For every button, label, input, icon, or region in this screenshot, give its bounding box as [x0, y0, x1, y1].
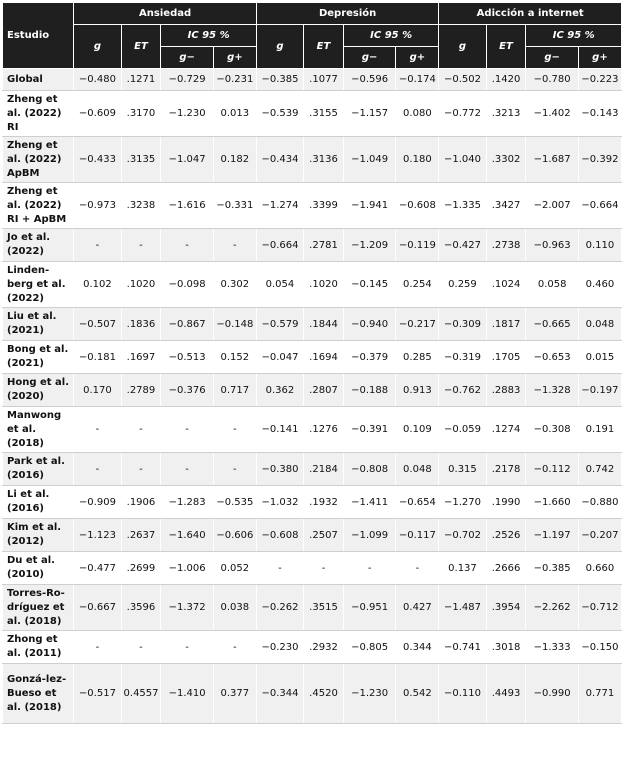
value-cell: −0.047	[256, 341, 303, 374]
value-cell: .3302	[486, 137, 526, 183]
value-cell: -	[161, 407, 213, 453]
value-cell: −0.112	[526, 453, 578, 486]
value-cell: -	[161, 453, 213, 486]
value-cell: −0.143	[578, 91, 621, 137]
table-row	[3, 585, 622, 631]
header-g-plus: g+	[213, 47, 256, 69]
value-cell: −0.376	[161, 374, 213, 407]
value-cell: −1.230	[161, 91, 213, 137]
value-cell: −0.207	[578, 519, 621, 552]
study-name-cell: Zheng et al. (2022) ApBM	[3, 137, 74, 183]
value-cell: −0.909	[74, 486, 121, 519]
value-cell: 0.048	[396, 453, 439, 486]
study-name-cell: Hong et al. (2020)	[3, 374, 74, 407]
value-cell: −0.385	[526, 552, 578, 585]
header-ic-label: IC 95 %	[370, 30, 413, 41]
value-cell: −0.513	[161, 341, 213, 374]
value-cell: -	[256, 552, 303, 585]
header-g-minus: g−	[161, 47, 213, 69]
value-cell: −1.402	[526, 91, 578, 137]
value-cell: 0.344	[396, 631, 439, 664]
study-name-cell: Gonzá-lez-Bueso et al. (2018)	[3, 664, 74, 724]
table-row	[3, 229, 622, 262]
header-ic-label: IC 95 %	[552, 30, 595, 41]
header-g-plus: g+	[396, 47, 439, 69]
value-cell: −1.283	[161, 486, 213, 519]
value-cell: 0.015	[578, 341, 621, 374]
value-cell: −1.006	[161, 552, 213, 585]
value-cell: 0.152	[213, 341, 256, 374]
table-row	[3, 374, 622, 407]
value-cell: .3018	[486, 631, 526, 664]
value-cell: −0.507	[74, 308, 121, 341]
table-row	[3, 341, 622, 374]
value-cell: -	[74, 631, 121, 664]
value-cell: −1.372	[161, 585, 213, 631]
value-cell: −0.380	[256, 453, 303, 486]
value-cell: -	[213, 453, 256, 486]
value-cell: −0.609	[74, 91, 121, 137]
value-cell: 0.110	[578, 229, 621, 262]
table-row	[3, 69, 622, 91]
study-name-cell: Zheng et al. (2022) RI	[3, 91, 74, 137]
value-cell: 0.080	[396, 91, 439, 137]
value-cell: .2932	[304, 631, 344, 664]
table-row	[3, 519, 622, 552]
study-name-cell: Global	[3, 69, 74, 91]
results-table	[2, 2, 622, 724]
table-body	[3, 69, 622, 724]
value-cell: 0.038	[213, 585, 256, 631]
value-cell: 0.137	[439, 552, 486, 585]
value-cell: 0.259	[439, 262, 486, 308]
study-name-cell: Park et al. (2016)	[3, 453, 74, 486]
value-cell: .2699	[121, 552, 161, 585]
value-cell: −1.032	[256, 486, 303, 519]
table-row	[3, 664, 622, 724]
value-cell: −0.392	[578, 137, 621, 183]
value-cell: −0.308	[526, 407, 578, 453]
value-cell: .1694	[304, 341, 344, 374]
header-ic	[161, 25, 256, 47]
value-cell: −0.990	[526, 664, 578, 724]
value-cell: −1.616	[161, 183, 213, 229]
value-cell: 0.058	[526, 262, 578, 308]
value-cell: −0.262	[256, 585, 303, 631]
value-cell: −0.117	[396, 519, 439, 552]
value-cell: −0.702	[439, 519, 486, 552]
value-cell: 0.913	[396, 374, 439, 407]
value-cell: −0.654	[396, 486, 439, 519]
value-cell: -	[121, 229, 161, 262]
value-cell: −0.145	[343, 262, 395, 308]
value-cell: .3596	[121, 585, 161, 631]
value-cell: −1.230	[343, 664, 395, 724]
value-cell: -	[213, 631, 256, 664]
value-cell: −2.007	[526, 183, 578, 229]
value-cell: −0.110	[439, 664, 486, 724]
value-cell: −0.174	[396, 69, 439, 91]
value-cell: .2789	[121, 374, 161, 407]
value-cell: .2738	[486, 229, 526, 262]
value-cell: .1420	[486, 69, 526, 91]
value-cell: −0.344	[256, 664, 303, 724]
value-cell: .3213	[486, 91, 526, 137]
value-cell: .4520	[304, 664, 344, 724]
value-cell: .3954	[486, 585, 526, 631]
value-cell: 0.542	[396, 664, 439, 724]
value-cell: −1.660	[526, 486, 578, 519]
header-et: ET	[304, 25, 344, 69]
value-cell: .2507	[304, 519, 344, 552]
value-cell: −1.157	[343, 91, 395, 137]
value-cell: .3135	[121, 137, 161, 183]
value-cell: .1077	[304, 69, 344, 91]
value-cell: .1836	[121, 308, 161, 341]
value-cell: .1844	[304, 308, 344, 341]
value-cell: −0.808	[343, 453, 395, 486]
value-cell: −0.664	[256, 229, 303, 262]
value-cell: 0.102	[74, 262, 121, 308]
header-g-minus: g−	[526, 47, 578, 69]
table-row	[3, 552, 622, 585]
table-row	[3, 91, 622, 137]
value-cell: −0.223	[578, 69, 621, 91]
value-cell: −0.664	[578, 183, 621, 229]
value-cell: 0.052	[213, 552, 256, 585]
value-cell: .2184	[304, 453, 344, 486]
value-cell: −0.231	[213, 69, 256, 91]
value-cell: .2637	[121, 519, 161, 552]
header-et: ET	[486, 25, 526, 69]
value-cell: −1.047	[161, 137, 213, 183]
value-cell: −0.940	[343, 308, 395, 341]
value-cell: −0.606	[213, 519, 256, 552]
value-cell: 0.054	[256, 262, 303, 308]
value-cell: −0.434	[256, 137, 303, 183]
header-ic	[526, 25, 622, 47]
value-cell: −0.385	[256, 69, 303, 91]
header-et: ET	[121, 25, 161, 69]
value-cell: .1024	[486, 262, 526, 308]
value-cell: 0.660	[578, 552, 621, 585]
header-group-anxiety: Ansiedad	[74, 3, 257, 25]
value-cell: −1.410	[161, 664, 213, 724]
value-cell: -	[396, 552, 439, 585]
value-cell: -	[161, 229, 213, 262]
study-name-cell: Jo et al. (2022)	[3, 229, 74, 262]
value-cell: −0.217	[396, 308, 439, 341]
value-cell: −1.328	[526, 374, 578, 407]
value-cell: -	[213, 407, 256, 453]
table-row	[3, 308, 622, 341]
value-cell: −0.148	[213, 308, 256, 341]
value-cell: −0.331	[213, 183, 256, 229]
value-cell: .2666	[486, 552, 526, 585]
value-cell: −1.049	[343, 137, 395, 183]
value-cell: −0.608	[396, 183, 439, 229]
value-cell: −0.579	[256, 308, 303, 341]
value-cell: −0.741	[439, 631, 486, 664]
value-cell: .2807	[304, 374, 344, 407]
value-cell: 0.717	[213, 374, 256, 407]
value-cell: −1.687	[526, 137, 578, 183]
value-cell: −0.653	[526, 341, 578, 374]
value-cell: −0.181	[74, 341, 121, 374]
value-cell: .3399	[304, 183, 344, 229]
value-cell: .2883	[486, 374, 526, 407]
value-cell: .1705	[486, 341, 526, 374]
value-cell: −0.119	[396, 229, 439, 262]
value-cell: 0.4557	[121, 664, 161, 724]
table-row	[3, 183, 622, 229]
value-cell: −0.502	[439, 69, 486, 91]
value-cell: −0.596	[343, 69, 395, 91]
value-cell: −0.379	[343, 341, 395, 374]
value-cell: −1.487	[439, 585, 486, 631]
value-cell: 0.191	[578, 407, 621, 453]
value-cell: .3155	[304, 91, 344, 137]
value-cell: −0.762	[439, 374, 486, 407]
value-cell: 0.109	[396, 407, 439, 453]
value-cell: −1.335	[439, 183, 486, 229]
value-cell: −0.391	[343, 407, 395, 453]
table-row	[3, 262, 622, 308]
value-cell: -	[74, 407, 121, 453]
value-cell: 0.771	[578, 664, 621, 724]
value-cell: .3136	[304, 137, 344, 183]
value-cell: −1.333	[526, 631, 578, 664]
study-name-cell: Bong et al. (2021)	[3, 341, 74, 374]
value-cell: −0.539	[256, 91, 303, 137]
value-cell: 0.362	[256, 374, 303, 407]
study-name-cell: Liu et al. (2021)	[3, 308, 74, 341]
value-cell: -	[74, 453, 121, 486]
header-ic	[343, 25, 438, 47]
value-cell: -	[121, 453, 161, 486]
value-cell: 0.285	[396, 341, 439, 374]
value-cell: 0.048	[578, 308, 621, 341]
value-cell: −0.480	[74, 69, 121, 91]
header-g: g	[74, 25, 121, 69]
table-row	[3, 631, 622, 664]
value-cell: −0.951	[343, 585, 395, 631]
study-name-cell: Li et al. (2016)	[3, 486, 74, 519]
value-cell: −0.098	[161, 262, 213, 308]
value-cell: −0.667	[74, 585, 121, 631]
value-cell: −1.197	[526, 519, 578, 552]
value-cell: -	[121, 631, 161, 664]
header-group-internet-addiction: Adicción a internet	[439, 3, 622, 25]
value-cell: −0.150	[578, 631, 621, 664]
value-cell: −0.880	[578, 486, 621, 519]
value-cell: -	[161, 631, 213, 664]
value-cell: 0.315	[439, 453, 486, 486]
value-cell: .1020	[304, 262, 344, 308]
value-cell: −0.433	[74, 137, 121, 183]
value-cell: 0.254	[396, 262, 439, 308]
value-cell: −1.411	[343, 486, 395, 519]
value-cell: −0.963	[526, 229, 578, 262]
value-cell: .1276	[304, 407, 344, 453]
value-cell: .1274	[486, 407, 526, 453]
value-cell: −0.665	[526, 308, 578, 341]
value-cell: .3515	[304, 585, 344, 631]
value-cell: −1.270	[439, 486, 486, 519]
value-cell: 0.742	[578, 453, 621, 486]
study-name-cell: Du et al. (2010)	[3, 552, 74, 585]
value-cell: −1.941	[343, 183, 395, 229]
value-cell: 0.302	[213, 262, 256, 308]
value-cell: −0.319	[439, 341, 486, 374]
value-cell: −0.477	[74, 552, 121, 585]
header-group-depression: Depresión	[256, 3, 439, 25]
study-name-cell: Torres-Ro-dríguez et al. (2018)	[3, 585, 74, 631]
table-row	[3, 407, 622, 453]
value-cell: .3238	[121, 183, 161, 229]
value-cell: −0.059	[439, 407, 486, 453]
value-cell: −0.608	[256, 519, 303, 552]
value-cell: .1990	[486, 486, 526, 519]
value-cell: −1.099	[343, 519, 395, 552]
value-cell: −0.712	[578, 585, 621, 631]
study-name-cell: Manwong et al. (2018)	[3, 407, 74, 453]
value-cell: −0.309	[439, 308, 486, 341]
study-name-cell: Linden-berg et al. (2022)	[3, 262, 74, 308]
value-cell: -	[74, 229, 121, 262]
value-cell: .1271	[121, 69, 161, 91]
table-row	[3, 137, 622, 183]
value-cell: −1.640	[161, 519, 213, 552]
value-cell: -	[343, 552, 395, 585]
value-cell: .1697	[121, 341, 161, 374]
value-cell: -	[304, 552, 344, 585]
study-name-cell: Kim et al. (2012)	[3, 519, 74, 552]
value-cell: .4493	[486, 664, 526, 724]
value-cell: 0.460	[578, 262, 621, 308]
value-cell: .2178	[486, 453, 526, 486]
value-cell: 0.013	[213, 91, 256, 137]
value-cell: −1.040	[439, 137, 486, 183]
value-cell: .3427	[486, 183, 526, 229]
table-row	[3, 486, 622, 519]
value-cell: −2.262	[526, 585, 578, 631]
value-cell: −0.197	[578, 374, 621, 407]
header-study: Estudio	[3, 3, 74, 69]
value-cell: .1020	[121, 262, 161, 308]
value-cell: -	[121, 407, 161, 453]
value-cell: −0.729	[161, 69, 213, 91]
value-cell: −0.973	[74, 183, 121, 229]
table-row	[3, 453, 622, 486]
value-cell: 0.182	[213, 137, 256, 183]
header-g: g	[256, 25, 303, 69]
value-cell: .1906	[121, 486, 161, 519]
value-cell: −0.188	[343, 374, 395, 407]
value-cell: −0.230	[256, 631, 303, 664]
value-cell: .1932	[304, 486, 344, 519]
value-cell: −0.535	[213, 486, 256, 519]
value-cell: −0.805	[343, 631, 395, 664]
value-cell: −0.517	[74, 664, 121, 724]
value-cell: 0.377	[213, 664, 256, 724]
table-header	[3, 3, 622, 69]
value-cell: −0.772	[439, 91, 486, 137]
value-cell: −0.780	[526, 69, 578, 91]
value-cell: 0.180	[396, 137, 439, 183]
header-g: g	[439, 25, 486, 69]
value-cell: .3170	[121, 91, 161, 137]
header-ic-label: IC 95 %	[187, 30, 230, 41]
value-cell: −1.209	[343, 229, 395, 262]
value-cell: 0.427	[396, 585, 439, 631]
value-cell: .2526	[486, 519, 526, 552]
value-cell: 0.170	[74, 374, 121, 407]
study-name-cell: Zhong et al. (2011)	[3, 631, 74, 664]
study-name-cell: Zheng et al. (2022) RI + ApBM	[3, 183, 74, 229]
value-cell: -	[213, 229, 256, 262]
header-g-minus: g−	[343, 47, 395, 69]
value-cell: −0.141	[256, 407, 303, 453]
value-cell: .2781	[304, 229, 344, 262]
value-cell: .1817	[486, 308, 526, 341]
value-cell: −0.867	[161, 308, 213, 341]
value-cell: −0.427	[439, 229, 486, 262]
value-cell: −1.123	[74, 519, 121, 552]
header-g-plus: g+	[578, 47, 621, 69]
value-cell: −1.274	[256, 183, 303, 229]
